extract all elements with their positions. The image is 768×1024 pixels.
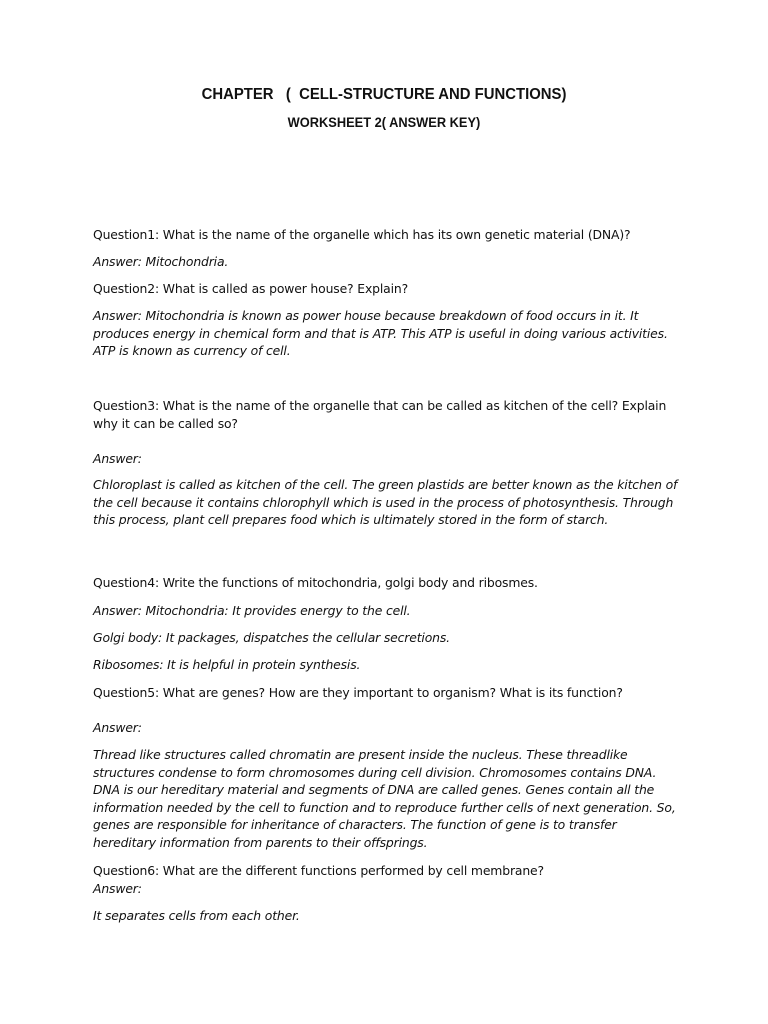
worksheet-title: WORKSHEET 2( ANSWER KEY): [287, 115, 481, 130]
answer-4-mitochondria: Answer: Mitochondria: It provides energy to the cell.: [93, 603, 411, 618]
question-4: Question4: Write the functions of mitochondria, golgi body and ribosmes.: [93, 575, 538, 590]
answer-6-label: Answer:: [93, 881, 142, 896]
answer-5: Thread like structures called chromatin are present inside the nucleus. These threadlike structures condense to form chromosomes during cell division. Chromosomes contains DNA. DNA is our hereditary material and segments of DNA are called genes. Genes contain all the information needed by the cell to function and to reproduce further cells of next generation. So, genes are responsible for inheritance of characters. The function of gene is to transfer hereditary information from parents to their offsprings.: [93, 747, 676, 850]
answer-1: Answer: Mitochondria.: [93, 254, 229, 269]
question-5: Question5: What are genes? How are they important to organism? What is its function?: [93, 685, 623, 700]
question-1: Question1: What is the name of the organelle which has its own genetic material (DNA)?: [93, 227, 631, 242]
answer-4-ribosomes: Ribosomes: It is helpful in protein synthesis.: [93, 657, 361, 672]
answer-2: Answer: Mitochondria is known as power house because breakdown of food occurs in it. It produces energy in chemical form and that is ATP. This ATP is useful in doing various activities. ATP is known as currency of cell.: [93, 308, 668, 359]
question-3: Question3: What is the name of the organelle that can be called as kitchen of the cell? Explain why it can be called so?: [93, 398, 667, 431]
chapter-title: CHAPTER ( CELL-STRUCTURE AND FUNCTIONS): [201, 86, 567, 103]
answer-5-label: Answer:: [93, 720, 142, 735]
answer-3-label: Answer:: [93, 451, 142, 466]
answer-6: It separates cells from each other.: [93, 908, 300, 923]
answer-4-golgi-body: Golgi body: It packages, dispatches the cellular secretions.: [93, 630, 450, 645]
question-6: Question6: What are the different functions performed by cell membrane?: [93, 863, 544, 878]
question-2: Question2: What is called as power house? Explain?: [93, 281, 409, 296]
answer-3: Chloroplast is called as kitchen of the cell. The green plastids are better known as the kitchen of the cell because it contains chlorophyll which is used in the process of photosynthesis. Through this process, plant cell prepares food which is ultimately stored in the form of starch.: [93, 477, 678, 528]
